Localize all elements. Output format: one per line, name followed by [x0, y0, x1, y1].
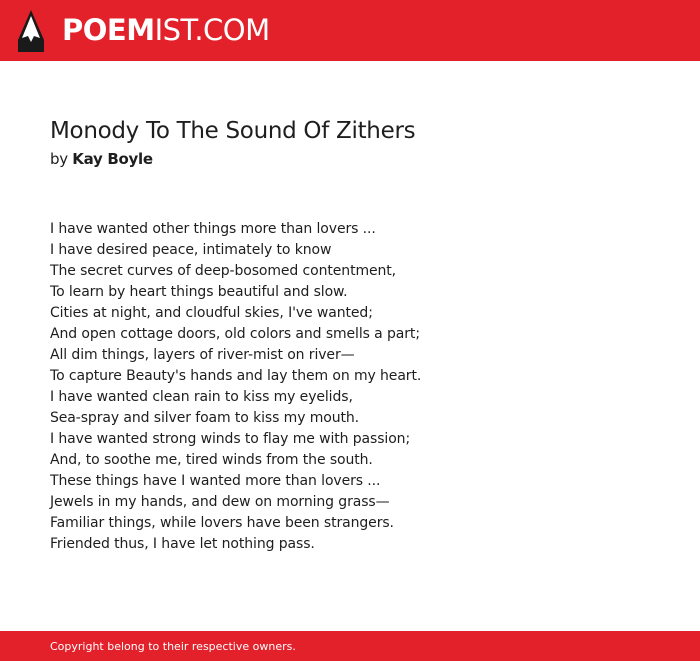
logo-bold-text: POEM	[62, 13, 155, 47]
poem-line: To capture Beauty's hands and lay them on my heart.	[50, 368, 422, 384]
poem-title: Monody To The Sound Of Zithers	[50, 118, 416, 144]
poem-line: Jewels in my hands, and dew on morning grass—	[50, 494, 390, 510]
site-header	[0, 0, 700, 61]
pencil-tip-icon[interactable]	[18, 10, 44, 52]
poem-line: And open cottage doors, old colors and smells a part;	[50, 326, 420, 342]
site-footer	[0, 631, 700, 661]
poem-byline	[50, 148, 153, 170]
poem-line: To learn by heart things beautiful and slow.	[50, 284, 348, 300]
poem-line: And, to soothe me, tired winds from the south.	[50, 452, 373, 468]
poem-line: The secret curves of deep-bosomed contentment,	[50, 263, 397, 279]
poem-line: All dim things, layers of river-mist on river—	[50, 347, 355, 363]
poem-line: I have wanted other things more than lovers ...	[50, 221, 376, 237]
poem-line: I have wanted clean rain to kiss my eyelids,	[50, 389, 353, 405]
poem-author: Kay Boyle	[72, 150, 153, 168]
poem-line: I have wanted strong winds to flay me with passion;	[50, 431, 411, 447]
poem-line: Sea-spray and silver foam to kiss my mouth.	[50, 410, 360, 426]
poem-body	[50, 219, 670, 555]
poem-line: Friended thus, I have let nothing pass.	[50, 536, 315, 552]
poem-line: Cities at night, and cloudful skies, I've wanted;	[50, 305, 373, 321]
logo-light-text: IST.COM	[154, 13, 270, 47]
by-label: by	[50, 150, 68, 168]
site-logo[interactable]	[62, 13, 270, 47]
poem-line: I have desired peace, intimately to know	[50, 242, 332, 258]
poem-line: Familiar things, while lovers have been strangers.	[50, 515, 394, 531]
copyright-text: Copyright belong to their respective owners.	[50, 640, 296, 653]
poem-line: These things have I wanted more than lovers ...	[50, 473, 381, 489]
